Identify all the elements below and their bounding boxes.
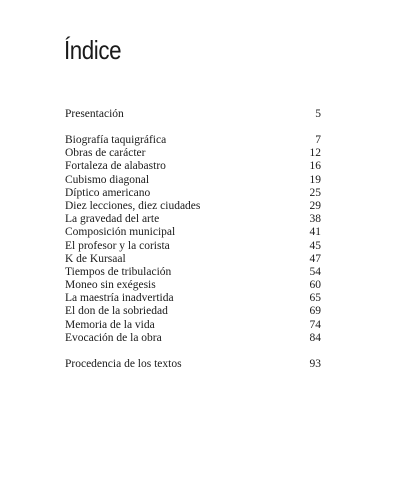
toc-entry-title: Presentación xyxy=(65,108,124,120)
toc-entry xyxy=(65,226,321,239)
toc-entry-page-number: 12 xyxy=(309,147,321,160)
toc-entry-page-number: 84 xyxy=(309,331,321,344)
toc-entry-title: La maestría inadvertida xyxy=(65,292,174,305)
toc-entry xyxy=(65,332,321,345)
toc-entry-page-number: 54 xyxy=(309,265,321,278)
toc-entry-page-number: 65 xyxy=(309,292,321,305)
toc-entry-title: Memoria de la vida xyxy=(65,318,155,331)
toc-section-main xyxy=(65,134,321,345)
toc-entry-title: Fortaleza de alabastro xyxy=(65,160,166,173)
toc-entry-page-number: 7 xyxy=(315,134,321,146)
toc-entry-title: Diez lecciones, diez ciudades xyxy=(65,199,201,212)
toc-section-intro xyxy=(65,108,321,121)
toc-entry-title: Obras de carácter xyxy=(65,147,146,160)
toc-entry xyxy=(65,266,321,279)
toc-entry xyxy=(65,279,321,292)
toc-entry xyxy=(65,108,321,121)
toc-entry-page-number: 69 xyxy=(309,305,321,318)
toc-entry-page-number: 60 xyxy=(309,279,321,292)
toc-entry xyxy=(65,253,321,266)
toc-entry xyxy=(65,358,321,371)
page-title: Índice xyxy=(64,35,122,65)
toc-entry xyxy=(65,240,321,253)
toc-entry-page-number: 38 xyxy=(309,213,321,226)
toc-entry xyxy=(65,160,321,173)
toc-entry-title: El don de la sobriedad xyxy=(65,305,168,318)
toc-entry-title: El profesor y la corista xyxy=(65,239,170,252)
toc-entry-title: K de Kursaal xyxy=(65,252,126,265)
toc-entry-title: Cubismo diagonal xyxy=(65,173,150,186)
toc-entry-page-number: 29 xyxy=(309,199,321,212)
toc-entry-title: Tiempos de tribulación xyxy=(65,265,172,278)
toc-entry-page-number: 16 xyxy=(309,160,321,173)
toc-entry-page-number: 45 xyxy=(309,239,321,252)
toc-entry-page-number: 5 xyxy=(315,108,321,120)
toc-entry xyxy=(65,187,321,200)
toc-entry xyxy=(65,319,321,332)
toc-section-closing xyxy=(65,358,321,371)
toc-entry xyxy=(65,174,321,187)
toc-entry xyxy=(65,147,321,160)
toc-entry-title: Composición municipal xyxy=(65,226,176,239)
toc-entry xyxy=(65,200,321,213)
toc-entry-page-number: 93 xyxy=(309,358,321,370)
toc-entry-title: Díptico americano xyxy=(65,186,151,199)
toc-entry xyxy=(65,134,321,147)
toc-entry xyxy=(65,292,321,305)
toc-entry xyxy=(65,305,321,318)
toc-entry-page-number: 74 xyxy=(309,318,321,331)
toc-entry-page-number: 47 xyxy=(309,252,321,265)
toc-entry xyxy=(65,213,321,226)
toc-entry-title: Procedencia de los textos xyxy=(65,358,182,370)
toc-entry-page-number: 41 xyxy=(309,226,321,239)
toc-entry-title: Moneo sin exégesis xyxy=(65,279,156,292)
toc-entry-page-number: 19 xyxy=(309,173,321,186)
toc-entry-title: Biografía taquigráfica xyxy=(65,134,167,146)
toc-entry-title: La gravedad del arte xyxy=(65,213,160,226)
toc-entry-page-number: 25 xyxy=(309,186,321,199)
toc-entry-title: Evocación de la obra xyxy=(65,331,162,344)
